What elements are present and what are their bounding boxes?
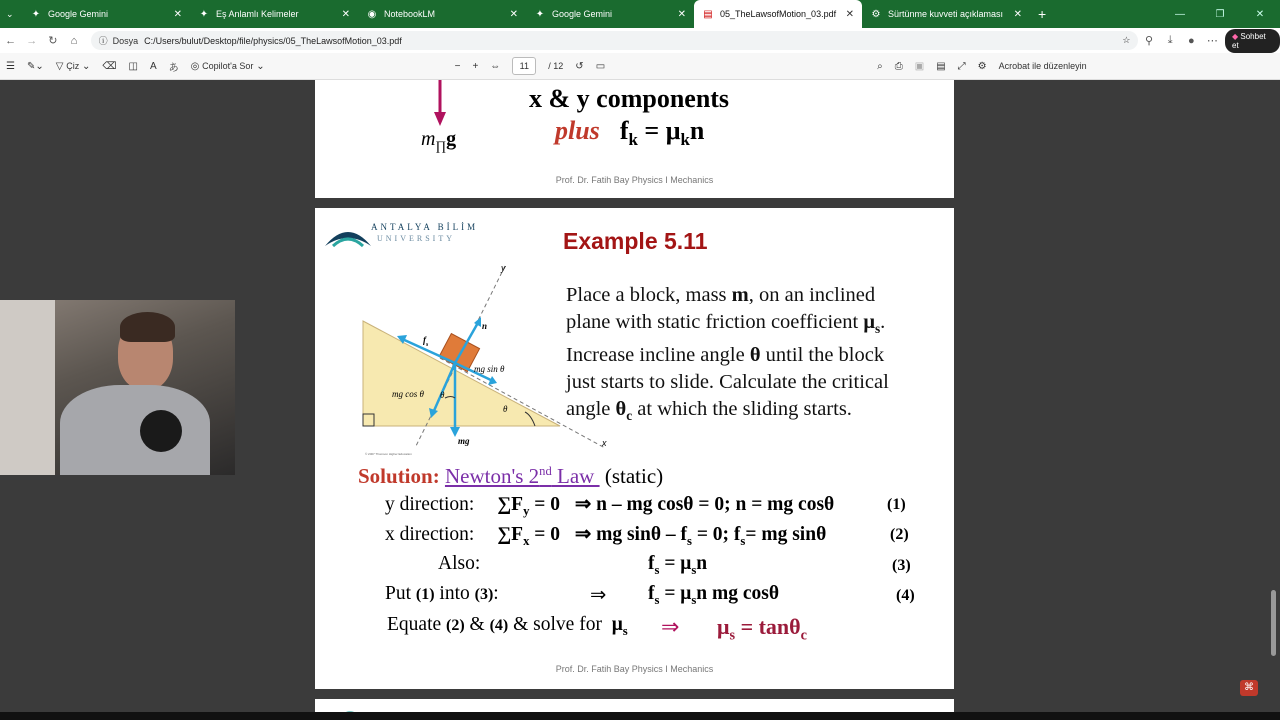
refresh-icon[interactable]: ↻: [48, 35, 58, 47]
acrobat-edit-button[interactable]: Acrobat ile düzenleyin: [998, 61, 1087, 71]
tab-6[interactable]: ⚙ Sürtünme kuvveti açıklaması ✕: [871, 8, 1022, 20]
copilot-ask-button[interactable]: ◎ Copilot'a Sor ⌄: [190, 60, 265, 72]
tab-1[interactable]: ✦ Google Gemini ✕: [31, 8, 182, 20]
webcam-microphone: [140, 410, 182, 452]
gravity-force-label: mg: [458, 436, 470, 446]
fit-page-icon[interactable]: ⇔: [490, 60, 501, 72]
gemini-icon: ✦: [535, 8, 545, 20]
url-text: C:/Users/bulut/Desktop/file/physics/05_TheLawsofMotion_03.pdf: [144, 35, 402, 46]
problem-line-2: plane with static friction coefficient $\mu_s$.: [566, 311, 886, 337]
close-tab-icon[interactable]: ✕: [341, 8, 350, 20]
final-answer: $\mu_s = \tan\theta_c$: [717, 614, 808, 644]
webcam-person-hair: [120, 312, 175, 342]
tab-2[interactable]: ✦ Eş Anlamlı Kelimeler ✕: [199, 8, 350, 20]
print-icon[interactable]: ⎙: [894, 60, 903, 72]
draw-button[interactable]: ▽ Çiz ⌄: [55, 60, 91, 72]
solution-header: Solution: Newton's 2nd Law (static): [358, 464, 664, 488]
components-heading: x & y components: [529, 84, 730, 113]
favorite-star-icon[interactable]: ☆: [1122, 35, 1131, 45]
save-as-icon[interactable]: ▤: [936, 60, 946, 72]
force-label: $m_\prod g$: [421, 128, 457, 153]
draw-icon: ▽: [55, 60, 64, 72]
scrollbar-thumb[interactable]: [1271, 590, 1276, 656]
page-number-input[interactable]: 11: [506, 57, 542, 75]
info-icon: ⓘ: [98, 36, 108, 46]
theta-label-angle: θ: [503, 404, 508, 414]
acrobat-icon[interactable]: ⌘: [1240, 680, 1258, 696]
notebooklm-icon: ◉: [367, 8, 377, 20]
plus-icon: +: [1038, 6, 1047, 22]
pdf-toolbar: [0, 53, 1280, 80]
chat-button[interactable]: ◆ Sohbet et: [1225, 29, 1280, 53]
chevron-down-icon: ⌄: [6, 8, 14, 19]
page-footer: Prof. Dr. Fatih Bay Physics I Mechanics: [555, 175, 714, 185]
minimize-icon[interactable]: —: [1175, 8, 1185, 20]
search-icon[interactable]: ⌕: [877, 60, 883, 72]
equation-put: Put (1) into (3): ⇒ $f_s = \mu_sn$ mg cosθ (4): [385, 583, 915, 607]
mg-cos-label: mg cos θ: [392, 389, 424, 399]
copilot-icon: ◆: [1232, 31, 1239, 41]
forward-icon[interactable]: →: [26, 34, 38, 47]
rotate-icon[interactable]: ↺: [575, 60, 584, 72]
download-icon[interactable]: ⤓: [1167, 34, 1173, 46]
equation-equate: Equate (2) & (4) & solve for $\mu_s$ ⇒ $\mu_s = \tan\theta_c$: [387, 614, 808, 644]
tab-4[interactable]: ✦ Google Gemini ✕: [535, 8, 686, 20]
copilot-icon: ◎: [190, 60, 200, 72]
friction-force-label: $f_s$: [423, 335, 429, 348]
new-tab-button[interactable]: [1030, 0, 1058, 28]
url-field[interactable]: ⓘ Dosya C:/Users/bulut/Desktop/file/physics/05_TheLawsofMotion_03.pdf ☆: [91, 31, 1139, 50]
highlight-icon[interactable]: ✎⌄: [26, 60, 44, 72]
extensions-icon[interactable]: ⚲: [1144, 35, 1154, 47]
zoom-out-icon[interactable]: −: [454, 60, 461, 72]
problem-line-5: angle $\theta_c$ at which the sliding starts.: [566, 398, 852, 424]
settings-icon[interactable]: ⚙: [977, 60, 987, 72]
equation-also: Also: $f_s = \mu_sn$ (3): [438, 553, 911, 577]
pdf-page-previous: [315, 80, 954, 198]
taskbar-edge: [0, 712, 1280, 720]
pdf-page-next: [315, 699, 954, 712]
contents-icon[interactable]: ☰: [6, 60, 15, 72]
close-tab-icon[interactable]: ✕: [509, 8, 518, 20]
newtons-law-link: Newton's 2nd Law: [444, 464, 600, 488]
mg-sin-label: mg sin θ: [474, 364, 505, 374]
pdf-icon: ▤: [703, 8, 713, 20]
read-aloud-icon[interactable]: A: [149, 60, 157, 72]
close-tab-icon[interactable]: ✕: [845, 8, 854, 20]
problem-line-4: just starts to slide. Calculate the critical: [566, 371, 889, 394]
tab-bar: [0, 0, 1280, 28]
fullscreen-icon[interactable]: ⤢: [957, 60, 966, 72]
profile-avatar[interactable]: ●: [1187, 34, 1195, 47]
translate-icon[interactable]: あ: [168, 62, 179, 74]
close-tab-icon[interactable]: ✕: [1013, 8, 1022, 20]
close-tab-icon[interactable]: ✕: [677, 8, 686, 20]
equation-y: y direction: $\sum F_y = 0$ ⇒ n – mg cosθ = 0; n = mg cosθ (1): [385, 494, 906, 518]
diagram-copyright: © 2007 Thomson Higher Education: [365, 452, 412, 456]
problem-line-1: Place a block, mass m, on an inclined: [566, 284, 876, 306]
y-axis-label: y: [501, 263, 506, 273]
pdf-page-current: [315, 208, 954, 689]
kinetic-friction-formula: plus $f_k = \mu_kn$: [555, 116, 705, 150]
window-controls: [1160, 0, 1280, 28]
webcam-overlay: [0, 300, 235, 475]
zoom-in-icon[interactable]: +: [472, 60, 479, 72]
eraser-icon[interactable]: ⌫: [102, 60, 117, 72]
home-icon[interactable]: ⌂: [70, 34, 78, 47]
logo-text-bottom: UNIVERSITY: [377, 234, 455, 243]
logo-text-top: ANTALYA BİLİM: [371, 222, 479, 232]
address-bar: [0, 28, 1280, 53]
back-icon[interactable]: ←: [5, 34, 17, 47]
tab-5-active[interactable]: ▤ 05_TheLawsofMotion_03.pdf ✕: [694, 0, 862, 28]
force-arrow: [433, 80, 447, 128]
close-window-icon[interactable]: ✕: [1255, 8, 1265, 20]
more-menu-icon[interactable]: ⋯: [1206, 35, 1218, 47]
save-icon[interactable]: ▣: [914, 60, 925, 72]
page-view-icon[interactable]: ◫: [128, 60, 138, 72]
two-page-icon[interactable]: ▭: [595, 60, 606, 72]
problem-line-3: Increase incline angle θ until the block: [566, 344, 885, 367]
chatgpt-icon: ⚙: [871, 8, 881, 20]
page-footer: Prof. Dr. Fatih Bay Physics I Mechanics: [555, 664, 714, 674]
tab-3[interactable]: ◉ NotebookLM ✕: [367, 8, 518, 20]
restore-icon[interactable]: ❐: [1215, 8, 1225, 20]
gemini-icon: ✦: [199, 8, 209, 20]
gemini-icon: ✦: [31, 8, 41, 20]
theta-label-inner: θ: [440, 390, 445, 400]
webcam-person-sweater: [60, 385, 210, 475]
tab-list-button[interactable]: [0, 0, 22, 28]
university-logo-icon: [323, 218, 373, 248]
webcam-background-door: [0, 300, 55, 475]
problem-statement: [566, 282, 889, 429]
x-axis-label: x: [602, 438, 607, 448]
total-pages: / 12: [548, 61, 564, 71]
equation-x: x direction: $\sum F_x = 0$ ⇒ mg $\sin\theta - f_s = 0$; $f_s=$ mg sinθ (2): [385, 524, 909, 548]
normal-force-label: n: [482, 321, 488, 331]
example-title: Example 5.11: [563, 228, 708, 254]
close-tab-icon[interactable]: ✕: [173, 8, 182, 20]
